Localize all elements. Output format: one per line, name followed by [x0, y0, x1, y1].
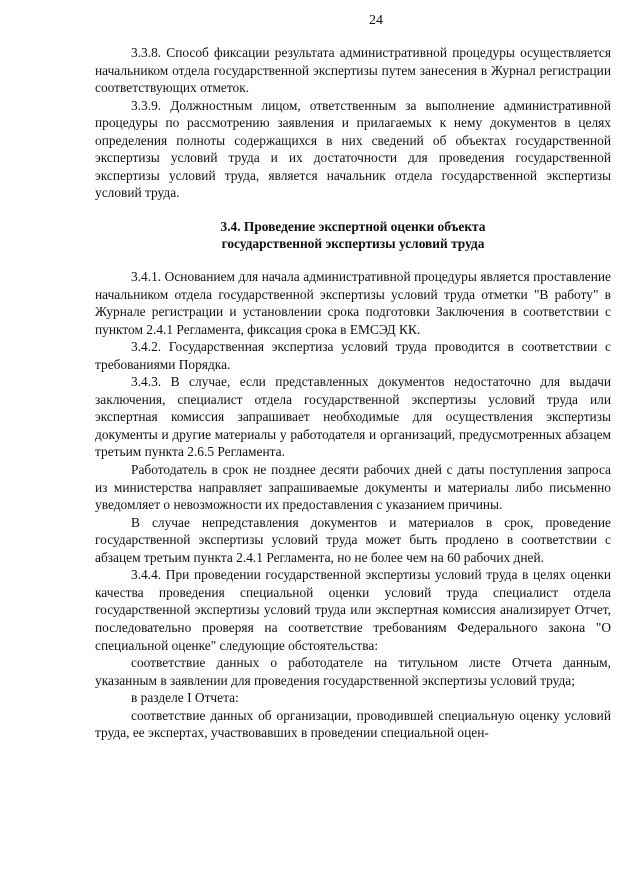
document-page: [95, 12, 611, 742]
paragraph-employer-deadline: Работодатель в срок не позднее десяти рабочих дней с даты поступления запроса из министерства направляет запрашиваемые документы и материалы либо письменно уведомляет о невозможности их предоставления с указанием причины.: [95, 462, 611, 513]
paragraph-title-page-check: соответствие данных о работодателе на титульном листе Отчета данным, указанным в заявлении для проведения государственной экспертизы условий труда;: [95, 655, 611, 688]
section-heading-line-1: 3.4. Проведение экспертной оценки объекта: [220, 218, 486, 234]
paragraph-3-3-8: 3.3.8. Способ фиксации результата административной процедуры осуществляется начальником отдела государственной экспертизы путем занесения в Журнал регистрации соответствующих отметок.: [95, 45, 611, 96]
page-number: 24: [369, 13, 383, 28]
section-heading-line-2: государственной экспертизы условий труда: [221, 236, 485, 252]
paragraph-organization-check: соответствие данных об организации, проводившей специальную оценку условий труда, ее экспертах, участвовавших в проведении специальной оцен-: [95, 707, 611, 741]
paragraph-3-4-4: 3.4.4. При проведении государственной экспертизы условий труда в целях оценки качества проведения специальной оценки условий труда специалист отдела государственной экспертизы условий труда или экспертная комиссия анализирует Отчет, последовательно проверяя на соответствие требованиям Федерального закона "О специальной оценке" следующие обстоятельства:: [95, 567, 611, 653]
paragraph-3-4-1: 3.4.1. Основанием для начала административной процедуры является проставление начальником отдела государственной экспертизы условий труда отметки "В работу" в Журнале регистрации и установлении срока подготовки Заключения в соответствии с пунктом 2.4.1 Регламента, фиксация срока в ЕМСЭД КК.: [95, 269, 611, 337]
section-heading: [95, 218, 611, 253]
paragraph-3-3-9: 3.3.9. Должностным лицом, ответственным за выполнение административной процедуры по рассмотрению заявления и прилагаемых к нему документов в целях определения полноты содержащихся в них сведений об объектах государственной экспертизы условий труда и их достаточности для проведения государственной экспертизы условий труда, является начальник отдела государственной экспертизы условий труда.: [95, 97, 611, 201]
paragraph-section-i: в разделе I Отчета:: [131, 690, 239, 706]
paragraph-3-4-3: 3.4.3. В случае, если представленных документов недостаточно для выдачи заключения, специалист отдела государственной экспертизы условий труда или экспертная комиссия запрашивает необходимые для осуществления экспертизы документы и другие материалы у работодателя и организаций, предусмотренных абзацем третьим пункта 2.6.5 Регламента.: [95, 374, 611, 460]
paragraph-3-4-2: 3.4.2. Государственная экспертиза условий труда проводится в соответствии с требованиями Порядка.: [95, 339, 611, 372]
paragraph-extension: В случае непредставления документов и материалов в срок, проведение государственной экспертизы условий труда может быть продлено в соответствии с абзацем третьим пункта 2.4.1 Регламента, но не более чем на 60 рабочих дней.: [95, 514, 611, 565]
